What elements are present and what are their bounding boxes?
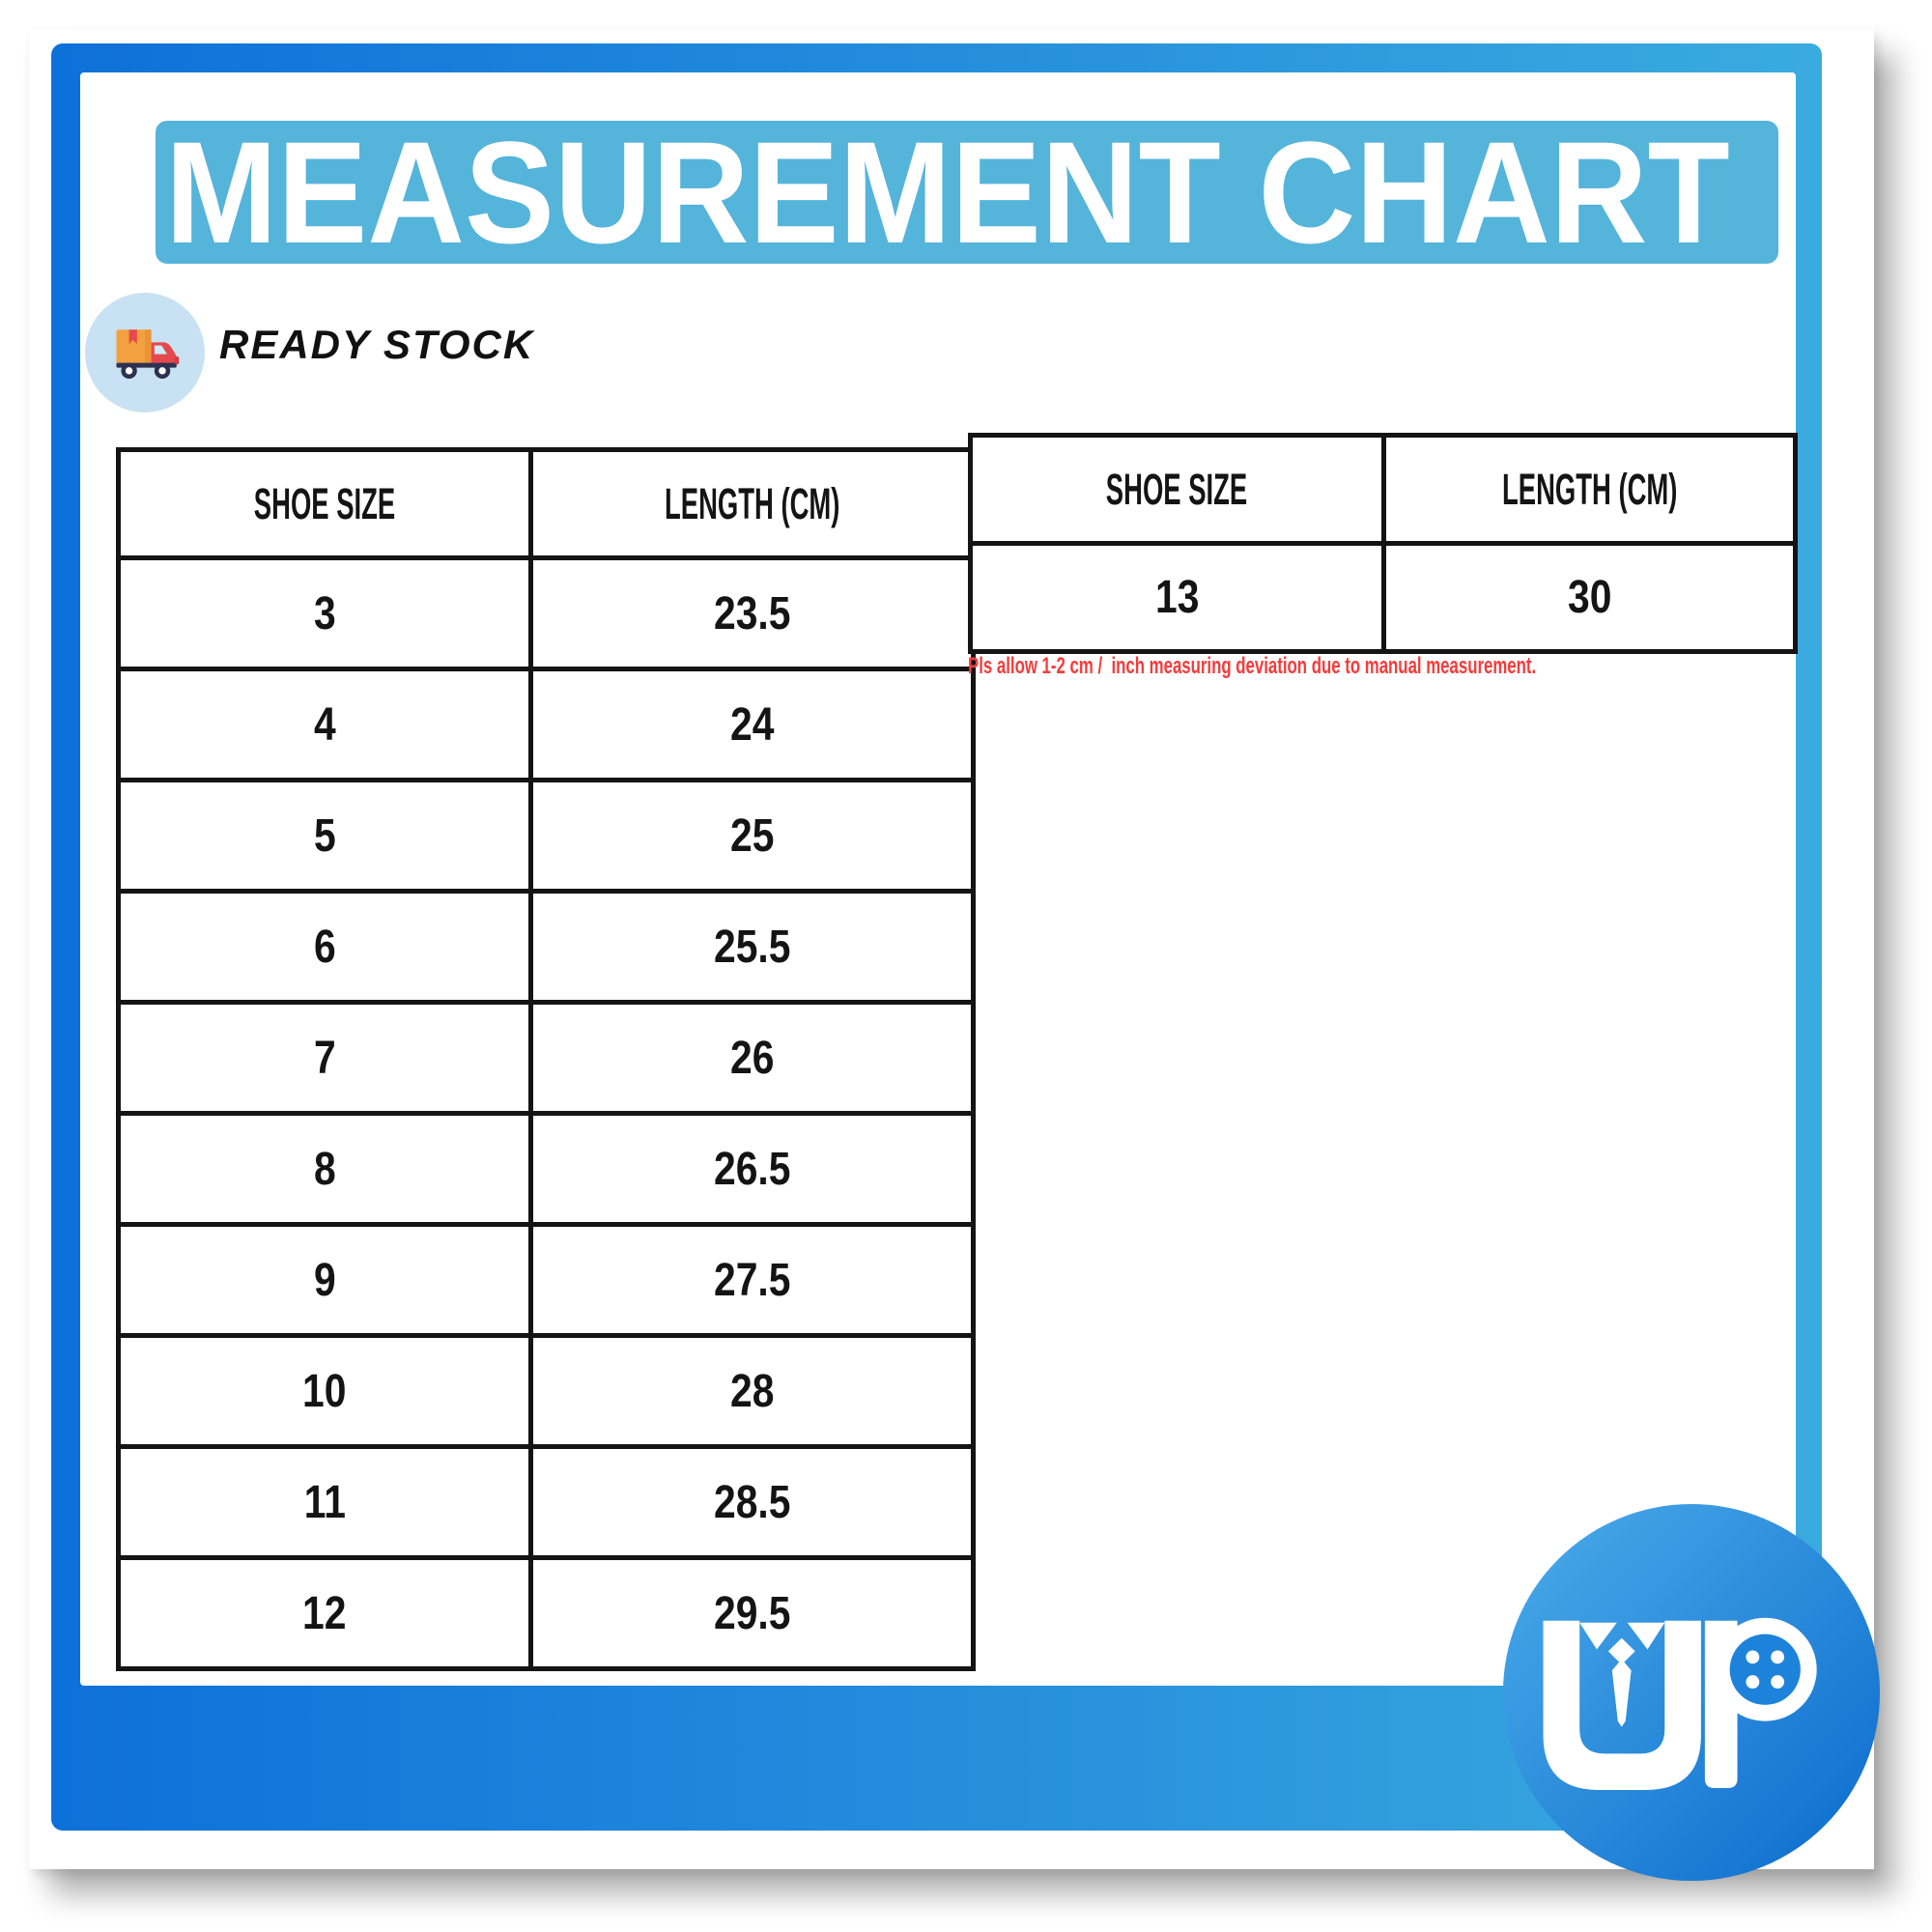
- size-table-right: [968, 433, 1798, 654]
- col-header-shoe-size: SHOE SIZE: [971, 436, 1384, 544]
- table-row: [119, 558, 974, 669]
- table-row: [119, 1447, 974, 1558]
- table-row: [971, 544, 1796, 652]
- table-cell: 11: [119, 1447, 531, 1558]
- table-row: [119, 892, 974, 1003]
- table-cell: 26: [531, 1003, 974, 1114]
- table-cell: 12: [119, 1558, 531, 1669]
- table-cell: 25.5: [531, 892, 974, 1003]
- button-icon: [1730, 1634, 1801, 1705]
- page-title: MEASUREMENT CHART: [165, 121, 1730, 264]
- up-brand-logo: [1500, 1501, 1883, 1884]
- table-cell: 28: [531, 1336, 974, 1447]
- table-cell: 10: [119, 1336, 531, 1447]
- table-cell: 24: [531, 669, 974, 781]
- table-header-row: [971, 436, 1796, 544]
- table-row: [119, 1336, 974, 1447]
- table-cell: 29.5: [531, 1558, 974, 1669]
- up-logo-graphic: [1500, 1501, 1883, 1884]
- table-cell: 9: [119, 1225, 531, 1336]
- button-hole: [1746, 1675, 1759, 1689]
- col-header-length: LENGTH (CM): [1384, 436, 1796, 544]
- table-header-row: [119, 450, 974, 558]
- table-cell: 25: [531, 781, 974, 892]
- button-hole: [1746, 1650, 1759, 1663]
- table-cell: 27.5: [531, 1225, 974, 1336]
- table-row: [119, 1225, 974, 1336]
- col-header-length: LENGTH (CM): [531, 450, 974, 558]
- table-row: [119, 1114, 974, 1225]
- button-hole: [1771, 1650, 1784, 1663]
- table-row: [119, 781, 974, 892]
- delivery-truck-icon: [105, 318, 185, 387]
- table-cell: 8: [119, 1114, 531, 1225]
- table-cell: 28.5: [531, 1447, 974, 1558]
- size-table-left: [116, 447, 976, 1671]
- table-row: [119, 669, 974, 781]
- content-area: [80, 72, 1796, 1686]
- table-cell: 7: [119, 1003, 531, 1114]
- table-cell: 30: [1384, 544, 1796, 652]
- table-cell: 4: [119, 669, 531, 781]
- table-cell: 3: [119, 558, 531, 669]
- table-cell: 6: [119, 892, 531, 1003]
- ready-stock-badge: [85, 293, 205, 412]
- table-row: [119, 1558, 974, 1669]
- table-cell: 13: [971, 544, 1384, 652]
- col-header-shoe-size: SHOE SIZE: [119, 450, 531, 558]
- ready-stock-label: READY STOCK: [219, 322, 535, 367]
- button-hole: [1771, 1675, 1784, 1689]
- table-cell: 5: [119, 781, 531, 892]
- table-cell: 26.5: [531, 1114, 974, 1225]
- measurement-deviation-note: Pls allow 1-2 cm / inch measuring deviation due to manual measurement.: [968, 653, 1537, 679]
- table-row: [119, 1003, 974, 1114]
- table-cell: 23.5: [531, 558, 974, 669]
- title-banner: [156, 121, 1778, 264]
